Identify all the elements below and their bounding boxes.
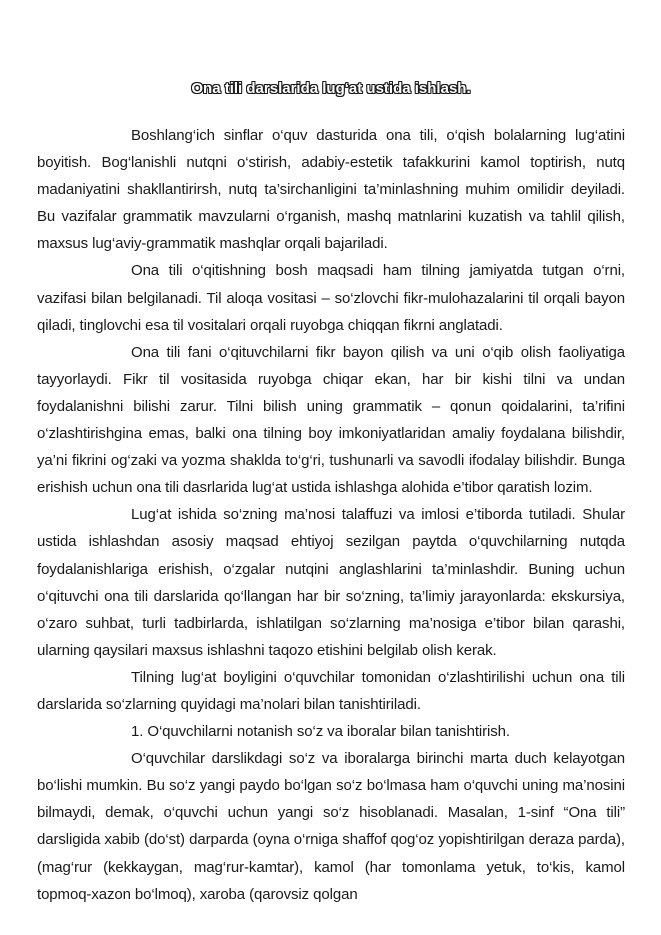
paragraph-6: O‘quvchilar darslikdagi so‘z va iboralarga birinchi marta duch kelayotgan bo‘lishi mumkin. Bu so‘z yangi paydo bo‘lgan so‘z bo‘lmasa ham o‘quvchi uning ma’nosini bilmaydi, demak, o‘quvchi uchun yangi so‘z hisoblanadi. Masalan, 1-sinf “Ona tili” darsligida xabib (do‘st) darparda (oyna o‘rniga shaffof qog‘oz yopishtirilgan deraza parda), (mag‘rur (kekkaygan, mag‘rur-kamtar), kamol (har tomonlama yetuk, to‘kis, kamol topmoq-xazon bo‘lmoq), xaroba (qarovsiz qolgan: [37, 750, 625, 903]
paragraph-2: Ona tili o‘qitishning bosh maqsadi ham tilning jamiyatda tutgan o‘rni, vazifasi bilan belgilanadi. Til aloqa vositasi – so‘zlovchi fikr-mulohazalarini til orqali bayon qiladi, tinglovchi esa til vositalari orqali ruyobga chiqqan fikrni anglatadi.: [37, 262, 625, 334]
paragraph-1: Boshlang‘ich sinflar o‘quv dasturida ona tili, o‘qish bolalarning lug‘atini boyitish. Bog‘lanishli nutqni o‘stirish, adabiy-estetik tafakkurini kamol toptirish, nutq madaniyatini shakllantirirsh, nutq ta’sirchanligini ta’minlashning muhim omilidir deyiladi. Bu vazifalar grammatik mavzularni o‘rganish, mashq matnlarini kuzatish va tahlil qilish, maxsus lug‘aviy-grammatik mashqlar orqali bajariladi.: [37, 127, 625, 253]
document-title: Ona tili darslarida lug‘at ustida ishlash.: [191, 80, 471, 97]
paragraph-4: Lug‘at ishida so‘zning ma’nosi talaffuzi va imlosi e’tiborda tutiladi. Shular ustida ishlashdan asosiy maqsad ehtiyoj sezilgan paytda o‘quvchilarning nutqda foydalanishlariga erishish, o‘zgalar nutqini anglashlarini ta’minlashdir. Buning uchun o‘qituvchi ona tili darslarida qo‘llangan har bir so‘zning, ta’limiy jarayonlarda: ekskursiya, o‘zaro suhbat, turli tadbirlarda, ishlatilgan so‘zlarning ma’nosiga e’tibor bilan qarashi, ularning qaysilari maxsus ishlashni taqozo etishini belgilab olish kerak.: [37, 506, 625, 659]
paragraph-3: Ona tili fani o‘qituvchilarni fikr bayon qilish va uni o‘qib olish faoliyatiga tayyorlaydi. Fikr til vositasida ruyobga chiqar ekan, har bir kishi tilni va undan foydalanishni bilishi zarur. Tilni bilish uning grammatik – qonun qoidalarini, ta’rifini o‘zlashtirishgina emas, balki ona tilning boy imkoniyatlaridan amaliy foydalana bilishdir, ya’ni fikrini og‘zaki va yozma shaklda to‘g‘ri, tushunarli va savodli ifodalay bilishdir. Bunga erishish uchun ona tili dasrlarida lug‘at ustida ishlashga alohida e’tibor qaratish lozim.: [37, 343, 625, 497]
list-item-1: 1. O‘quvchilarni notanish so‘z va iboralar bilan tanishtirish.: [131, 723, 510, 741]
paragraph-5: Tilning lug‘at boyligini o‘quvchilar tomonidan o‘zlashtirilishi uchun ona tili darslarida so‘zlarning quyidagi ma’nolari bilan tanishtiriladi.: [37, 668, 625, 713]
